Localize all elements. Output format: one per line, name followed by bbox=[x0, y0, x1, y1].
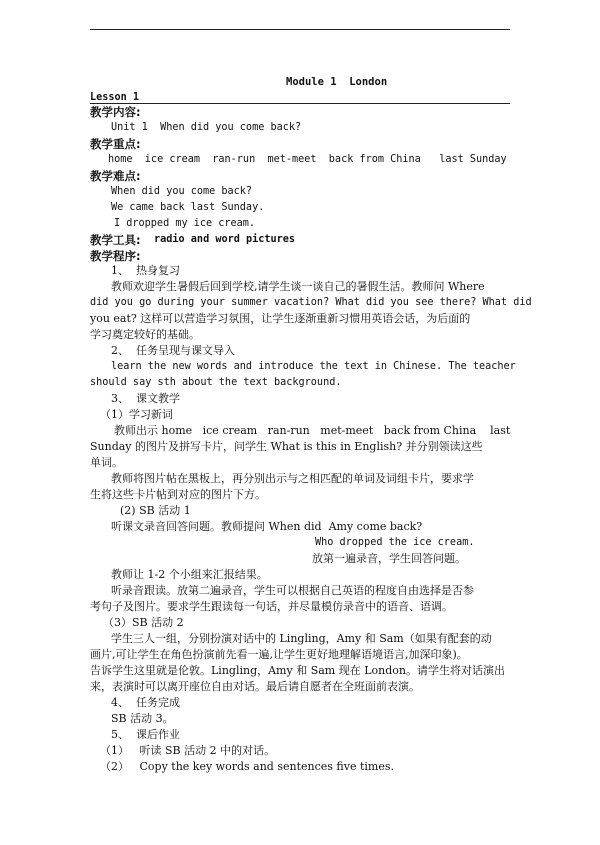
key-points-label: 教学重点: bbox=[90, 137, 141, 151]
activity-1-line-3: 放第一遍录音，学生回答问题。 bbox=[312, 552, 466, 565]
lesson-label: Lesson 1 bbox=[90, 92, 140, 103]
activity-1-line-2: Who dropped the ice cream. bbox=[315, 537, 475, 548]
step-5-heading: 5、 课后作业 bbox=[111, 728, 180, 741]
activity-2-line-1: 学生三人一组，分别扮演对话中的 Lingling，Amy 和 Sam（如果有配套的动 bbox=[111, 632, 492, 645]
activity-1-line-5: 听录音跟读。放第二遍录音，学生可以根据自己英语的程度自由选择是否参 bbox=[111, 584, 474, 597]
activity-1-line-6: 考句子及图片。要求学生跟读每一句话，并尽量模仿录音中的语音、语调。 bbox=[90, 600, 453, 613]
step-3-para-line-1: 教师出示 home ice cream ran-run met-meet back from China last bbox=[114, 424, 511, 437]
content-text: Unit 1 When did you come back? bbox=[111, 122, 302, 133]
step-3-para-line-4: 教师将图片帖在黑板上，再分别出示与之相匹配的单词及词组卡片，要求学 bbox=[111, 472, 474, 485]
module-title: Module 1 London bbox=[286, 76, 388, 88]
homework-2: （2） Copy the key words and sentences five times. bbox=[100, 760, 394, 773]
top-rule bbox=[90, 29, 510, 30]
content-label: 教学内容: bbox=[90, 105, 141, 119]
step-3-sub-3: （3）SB 活动 2 bbox=[103, 616, 184, 629]
step-2-para-line-1: learn the new words and introduce the text in Chinese. The teacher bbox=[111, 361, 516, 372]
tools-label: 教学工具: bbox=[90, 233, 141, 247]
step-3-para-line-3: 单词。 bbox=[90, 456, 123, 469]
step-1-heading: 1、 热身复习 bbox=[111, 264, 180, 277]
step-2-heading: 2、 任务呈现与课文导入 bbox=[111, 344, 235, 357]
step-3-para-line-5: 生将这些卡片帖到对应的图片下方。 bbox=[90, 488, 266, 501]
key-points-text: home ice cream ran-run met-meet back from China last Sunday bbox=[108, 154, 507, 165]
step-1-para-line-2: did you go during your summer vacation? What did you see there? What did bbox=[90, 297, 532, 308]
activity-2-line-2: 画片,可让学生在角色扮演前先看一遍,让学生更好地理解语境语言,加深印象)。 bbox=[90, 648, 468, 661]
step-3-heading: 3、 课文教学 bbox=[111, 392, 180, 405]
lesson-rule bbox=[90, 103, 510, 104]
difficult-line-2: We came back last Sunday. bbox=[111, 202, 265, 213]
step-3-sub-1: （1）学习新词 bbox=[100, 408, 173, 421]
activity-1-line-4: 教师让 1-2 个小组来汇报结果。 bbox=[111, 568, 268, 581]
difficult-points-label: 教学难点: bbox=[90, 169, 141, 183]
tools-text: radio and word pictures bbox=[154, 234, 296, 245]
activity-2-line-4: 来，表演时可以离开座位自由对话。最后请自愿者在全班面前表演。 bbox=[90, 680, 420, 693]
step-4-heading: 4、 任务完成 bbox=[111, 696, 180, 709]
homework-1: （1） 听读 SB 活动 2 中的对话。 bbox=[100, 744, 276, 757]
step-1-para-line-3: you eat? 这样可以营造学习氛围，让学生逐渐重新习惯用英语会话，为后面的 bbox=[90, 312, 471, 325]
step-3-para-line-2: Sunday 的图片及拼写卡片，问学生 What is this in English? 并分别领读这些 bbox=[90, 440, 483, 453]
activity-2-line-3: 告诉学生这里就是伦敦。Lingling，Amy 和 Sam 现在 London。请学生将对话演出 bbox=[90, 664, 505, 677]
procedure-label: 教学程序: bbox=[90, 249, 141, 263]
step-1-para-line-1: 教师欢迎学生暑假后回到学校,请学生谈一谈自己的暑假生活。教师问 Where bbox=[111, 280, 485, 293]
step-1-para-line-4: 学习奠定较好的基础。 bbox=[90, 328, 200, 341]
activity-1-line-1: 听课文录音回答问题。教师提问 When did Amy come back? bbox=[111, 520, 423, 533]
step-2-para-line-2: should say sth about the text background. bbox=[90, 377, 342, 388]
difficult-line-1: When did you come back? bbox=[111, 186, 253, 197]
difficult-line-3: I dropped my ice cream. bbox=[114, 218, 256, 229]
step-4-text: SB 活动 3。 bbox=[111, 712, 174, 725]
step-3-sub-2: (2) SB 活动 1 bbox=[120, 504, 191, 517]
